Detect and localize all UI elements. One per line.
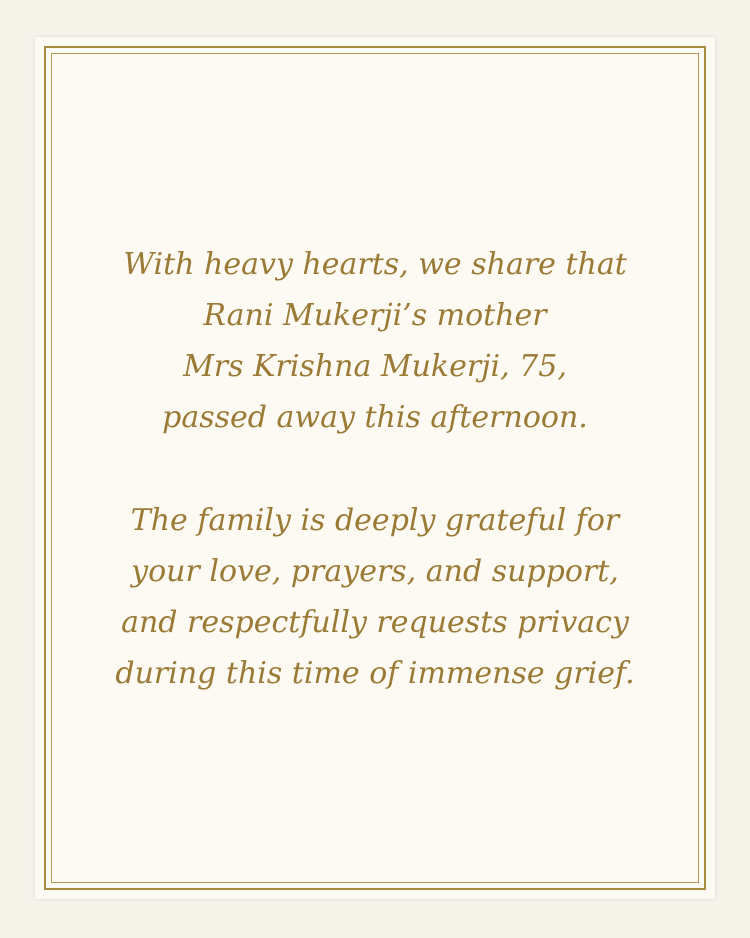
message-line: Mrs Krishna Mukerji, 75, — [183, 349, 567, 384]
message-line: your love, prayers, and support, — [131, 554, 619, 589]
message-line: With heavy hearts, we share that — [123, 247, 627, 282]
message-line: passed away this afternoon. — [162, 400, 588, 435]
message-line: and respectfully requests privacy — [121, 605, 629, 640]
message-line: The family is deeply grateful for — [130, 503, 620, 538]
condolence-message — [35, 239, 715, 699]
paragraph-spacer — [35, 443, 715, 495]
message-line: Rani Mukerji’s mother — [203, 298, 547, 333]
condolence-card — [35, 37, 715, 899]
gratitude-paragraph — [35, 495, 715, 699]
announcement-paragraph — [35, 239, 715, 443]
message-line: during this time of immense grief. — [115, 656, 635, 691]
